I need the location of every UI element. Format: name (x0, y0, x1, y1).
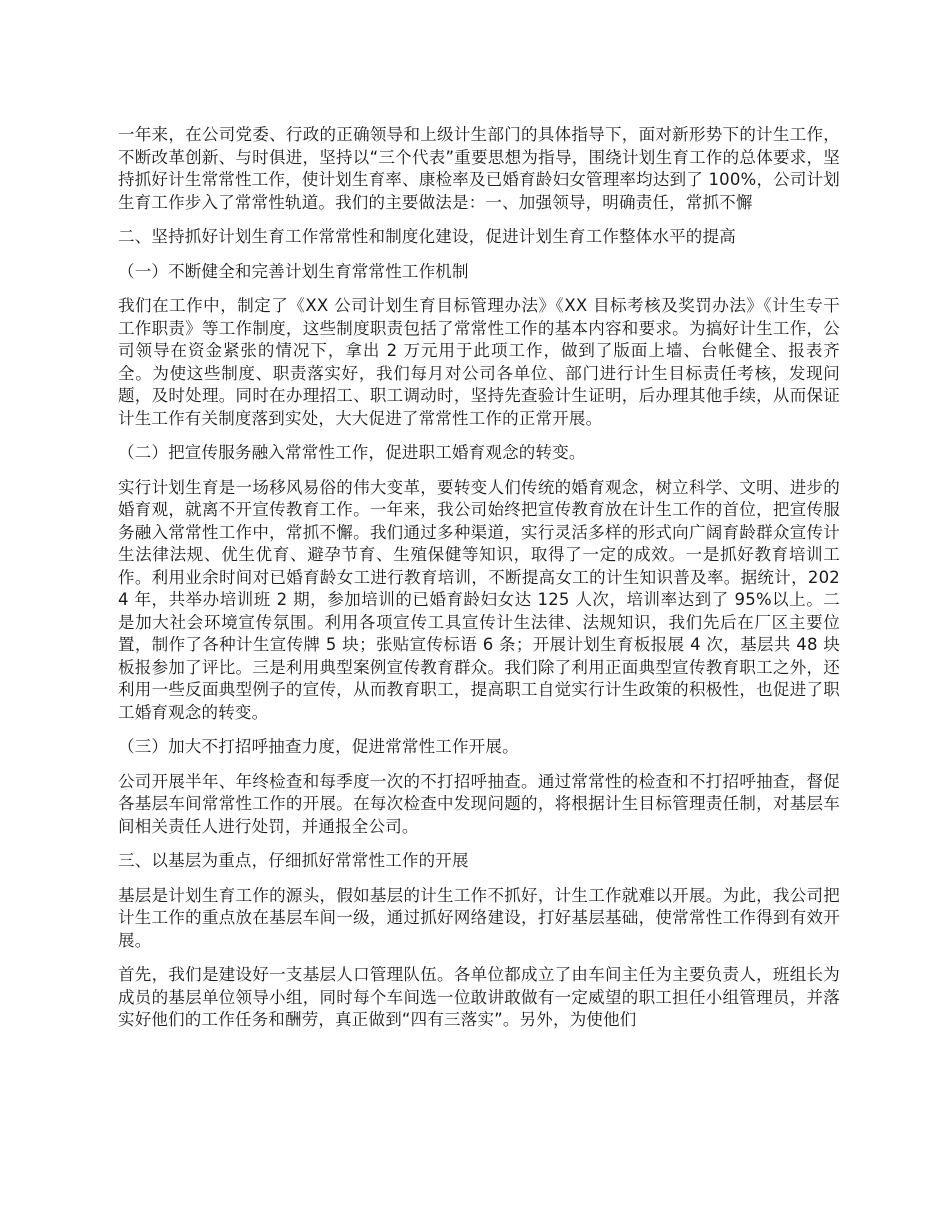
paragraph-team: 首先，我们是建设好一支基层人口管理队伍。各单位都成立了由车间主任为主要负责人，班组长为成员的基层单位领导小组，同时每个车间选一位敢讲敢做有一定威望的职工担任小组管理员，并落实好他们的工作任务和酬劳，真正做到“四有三落实”。另外，为使他们 (118, 965, 840, 1029)
document-body (118, 124, 840, 1044)
section-heading-2: 二、坚持抓好计划生育工作常常性和制度化建设，促进计划生育工作整体水平的提高 (118, 227, 736, 246)
subsection-heading-1: （一）不断健全和完善计划生育常常性工作机制 (118, 261, 469, 281)
paragraph-grassroots: 基层是计划生育工作的源头，假如基层的计生工作不抓好，计生工作就难以开展。为此，我公司把计生工作的重点放在基层车间一级，通过抓好网络建设，打好基层基础，使常常性工作得到有效开展。 (118, 885, 840, 950)
subsection-heading-2: （二）把宣传服务融入常常性工作，促进职工婚育观念的转变。 (118, 443, 586, 462)
subsection-heading-3: （三）加大不打招呼抽查力度，促进常常性工作开展。 (118, 737, 519, 756)
paragraph-intro: 一年来，在公司党委、行政的正确领导和上级计生部门的具体指导下，面对新形势下的计生工作，不断改革创新、与时俱进，坚持以“三个代表”重要思想为指导，围绕计划生育工作的总体要求，坚持抓好计生常常性工作，使计划生育率、康检率及已婚育龄妇女管理率均达到了 100%，公司计划生育工作步入了常常性轨道。我们的主要做法是：一、加强领导，明确责任，常抓不懈 (118, 125, 840, 212)
paragraph-mechanism: 我们在工作中，制定了《XX 公司计划生育目标管理办法》《XX 目标考核及奖罚办法》《计生专干工作职责》等工作制度，这些制度职责包括了常常性工作的基本内容和要求。为搞好计生工作，公司领导在资金紧张的情况下，拿出 2 万元用于此项工作，做到了版面上墙、台帐健全、报表齐全。为使这些制度、职责落实好，我们每月对公司各单位、部门进行计生目标责任考核，发现问题，及时处理。同时在办理招工、职工调动时，坚持先查验计生证明，后办理其他手续，从而保证计生工作有关制度落到实处，大大促进了常常性工作的正常开展。 (118, 296, 840, 428)
section-heading-3: 三、以基层为重点，仔细抓好常常性工作的开展 (118, 851, 469, 870)
paragraph-inspection: 公司开展半年、年终检查和每季度一次的不打招呼抽查。通过常常性的检查和不打招呼抽查，督促各基层车间常常性工作的开展。在每次检查中发现问题的，将根据计生目标管理责任制，对基层车间相关责任人进行处罚，并通报全公司。 (118, 771, 840, 836)
paragraph-publicity: 实行计划生育是一场移风易俗的伟大变革，要转变人们传统的婚育观念，树立科学、文明、进步的婚育观，就离不开宣传教育工作。一年来，我公司始终把宣传教育放在计生工作的首位，把宣传服务融入常常性工作中，常抓不懈。我们通过多种渠道，实行灵活多样的形式向广阔育龄群众宣传计生法律法规、优生优育、避孕节育、生殖保健等知识，取得了一定的成效。一是抓好教育培训工作。利用业余时间对已婚育龄女工进行教育培训，不断提高女工的计生知识普及率。据统计，2024 年，共举办培训班 2 期，参加培训的已婚育龄妇女达 125 人次，培训率达到了 95%以上。二是加大社会环境宣传氛围。利用各项宣传工具宣传计生法律、法规知识，我们先后在厂区主要位置，制作了各种计生宣传牌 5 块；张贴宣传标语 6 条；开展计划生育板报展 4 次，基层共 48 块板报参加了评比。三是利用典型案例宣传教育群众。我们除了利用正面典型宣传教育职工之外，还利用一些反面典型例子的宣传，从而教育职工，提高职工自觉实行计生政策的积极性，也促进了职工婚育观念的转变。 (118, 477, 840, 722)
